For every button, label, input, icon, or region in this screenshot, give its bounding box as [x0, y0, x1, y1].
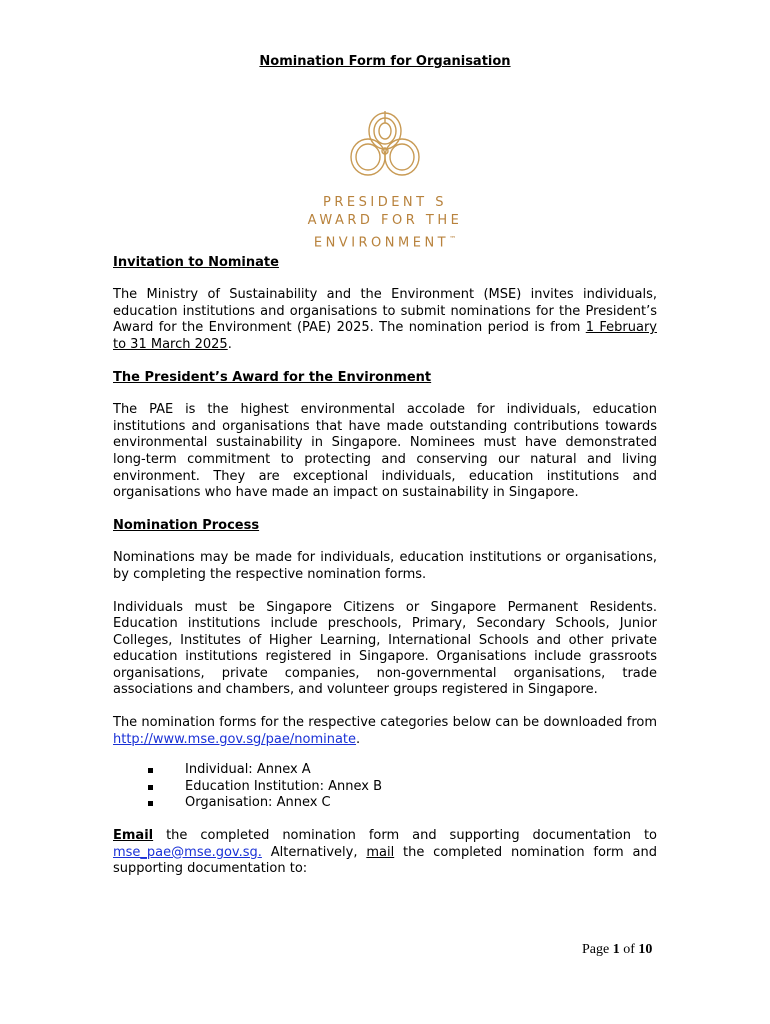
logo-line-1: PRESIDENT S [323, 194, 447, 210]
list-item: Education Institution: Annex B [148, 779, 657, 796]
pae-logo-text [113, 194, 657, 252]
logo-line-2: AWARD FOR THE [307, 212, 463, 228]
annex-list [113, 762, 657, 812]
section-heading-invitation: Invitation to Nominate [113, 254, 279, 270]
email-link[interactable]: mse_pae@mse.gov.sg. [113, 844, 262, 860]
pae-emblem-icon [335, 109, 435, 189]
nominate-download-link[interactable]: http://www.mse.gov.sg/pae/nominate [113, 731, 357, 747]
invitation-paragraph: The Ministry of Sustainability and the Environment (MSE) invites individuals, education institutions and organisations to submit nominations for the President’s Award for the Environment (PAE) 2025. The nomination period is from 1 February to 31 March 2025. [113, 287, 657, 352]
logo-line-3: ENVIRONMENT™ [313, 234, 457, 250]
section-heading-award: The President’s Award for the Environment [113, 369, 432, 385]
award-paragraph: The PAE is the highest environmental accolade for individuals, education institutions and organisations that have made outstanding contributions towards environmental sustainability in Singapore. Nominees must have demonstrated long-term commitment to protecting and conserving our natural and living environment. They are exceptional individuals, education institutions and organisations who have made an impact on sustainability in Singapore. [113, 402, 657, 501]
pae-logo [113, 81, 657, 250]
trademark-mark: ™ [449, 234, 457, 243]
process-paragraph-3: The nomination forms for the respective categories below can be downloaded from http://www.mse.gov.sg/pae/nominate. [113, 715, 657, 747]
list-item: Individual: Annex A [148, 762, 657, 779]
section-heading-process: Nomination Process [113, 517, 260, 533]
process-paragraph-2: Individuals must be Singapore Citizens or Singapore Permanent Residents. Education institutions include preschools, Primary, Secondary Schools, Junior Colleges, Institutes of Higher Learning, International Schools and other private education institutions registered in Singapore. Organisations include grassroots organisations, private companies, non-governmental organisations, trade associations and chambers, and volunteer groups registered in Singapore. [113, 599, 657, 698]
nomination-period: 1 February to 31 March 2025 [113, 320, 657, 352]
page-number: Page 1 of 10 [582, 942, 653, 957]
submission-paragraph: Email the completed nomination form and supporting documentation to mse_pae@mse.gov.sg. Alternatively, mail the completed nomination form and supporting documentation to: [113, 828, 657, 877]
process-paragraph-1: Nominations may be made for individuals, education institutions or organisations, by completing the respective nomination forms. [113, 550, 657, 582]
mail-word: mail [366, 844, 395, 860]
document-title: Nomination Form for Organisation [259, 54, 511, 69]
email-word: Email [113, 828, 154, 844]
list-item: Organisation: Annex C [148, 795, 657, 812]
document-content [113, 54, 657, 894]
